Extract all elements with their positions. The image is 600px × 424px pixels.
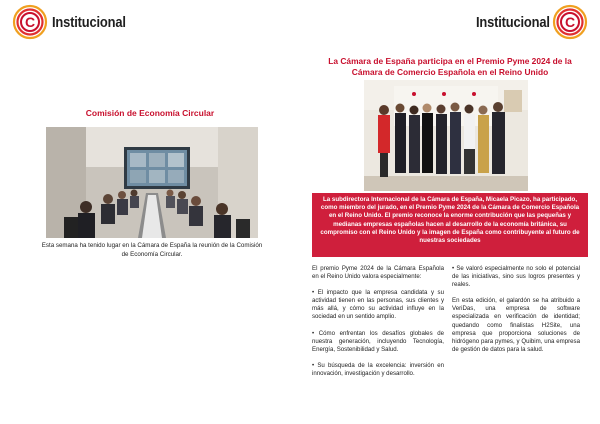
- highlight-banner: La subdirectora Internacional de la Cámara de España, Micaela Picazo, ha participado, como miembro del jurado, en el Premio Pyme 2024 de la Cámara de Comercio Española en el Reino Unido. El premio reconoce la enorme contribución que las pequeñas y medianas empresas españolas hacen al desarrollo de la economía británica, su compromiso con el Reino Unido y la imagen de España como contribuyente al futuro de nuestras sociedades: [312, 193, 588, 257]
- bullet-item: • Se valoró especialmente no solo el potencial de las iniciativas, sino sus logros presentes y reales.: [452, 265, 580, 289]
- svg-text:C: C: [24, 14, 36, 30]
- camara-logo-icon: [552, 4, 588, 40]
- right-article-title: La Cámara de España participa en el Premio Pyme 2024 de la Cámara de Comercio Española en el Reino Unido: [328, 56, 572, 77]
- meeting-photo: [46, 127, 258, 238]
- svg-text:C: C: [564, 14, 576, 30]
- article-column-left: [312, 265, 444, 386]
- logo-right: [464, 4, 588, 40]
- left-photo-caption: Esta semana ha tenido lugar en la Cámara de España la reunión de la Comisión de Economía Circular.: [41, 242, 263, 258]
- logo-text: Institucional: [52, 13, 126, 31]
- camara-logo-icon: [12, 4, 48, 40]
- logo-text: Institucional: [476, 13, 550, 31]
- bullet-item: • Su búsqueda de la excelencia: inversión en innovación, investigación y desarrollo.: [312, 361, 444, 377]
- paragraph: El premio Pyme 2024 de la Cámara Española en el Reino Unido valora especialmente:: [312, 265, 444, 281]
- award-group-photo: [364, 80, 528, 191]
- article-column-right: [452, 265, 580, 362]
- left-article-title: Comisión de Economía Circular: [85, 108, 215, 118]
- bullet-item: • El impacto que la empresa candidata y su actividad tienen en las personas, sus clientes y más allá, y cómo su actividad influye en la sociedad en un sentido amplio.: [312, 289, 444, 321]
- paragraph: En esta edición, el galardón se ha atribuido a VeriDas, una empresa de software especializada en verificación de identidad; quedando como finalistas H2Site, una empresa que proporciona soluciones de hidrógeno para pymes, y Quibim, una empresa de gestión de datos para la salud.: [452, 297, 580, 353]
- logo-left: [12, 4, 138, 40]
- bullet-item: • Cómo enfrentan los desafíos globales de nuestra generación, incluyendo Tecnología, Energía, Sostenibilidad y Salud.: [312, 329, 444, 353]
